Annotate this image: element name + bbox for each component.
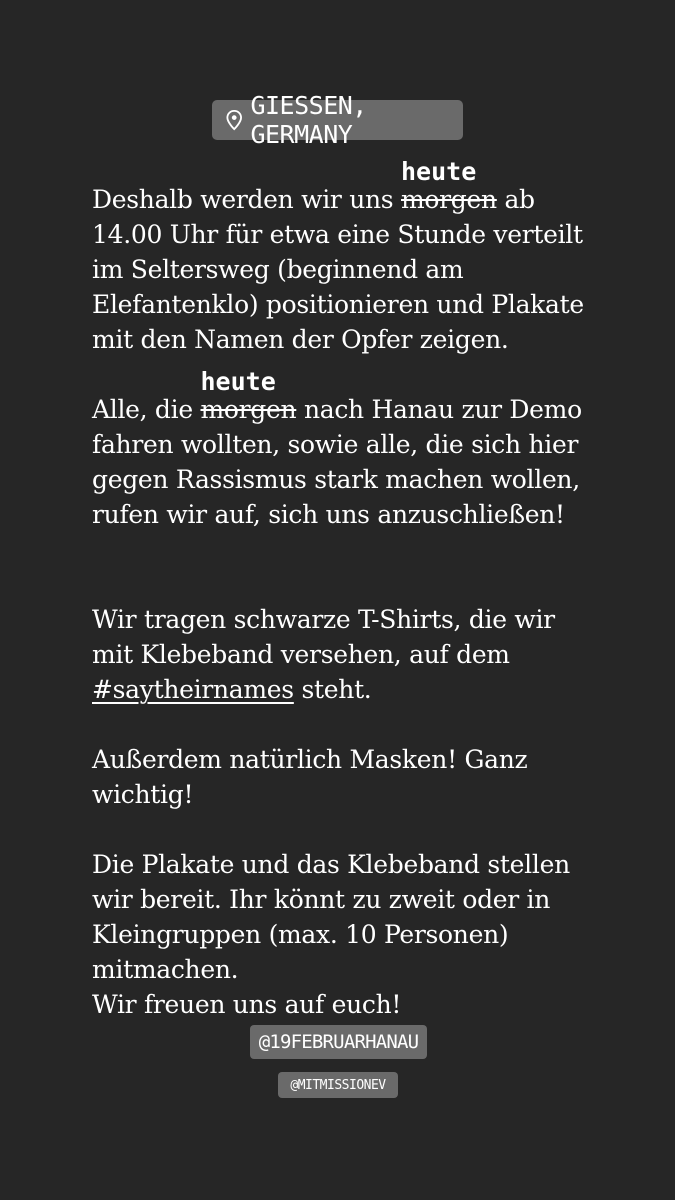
paragraph-2-start: Alle, die bbox=[92, 395, 201, 424]
text-line: rufen wir auf, sich uns anzuschließen! bbox=[92, 500, 565, 529]
replacement-word: heute bbox=[200, 367, 276, 396]
text-line: mit den Namen der Opfer zeigen. bbox=[92, 325, 509, 354]
location-sticker[interactable] bbox=[212, 91, 463, 149]
text-line: fahren wollten, sowie alle, die sich hier bbox=[92, 430, 579, 459]
text-line: Außerdem natürlich Masken! Ganz bbox=[92, 745, 528, 774]
text-line: Elefantenklo) positionieren und Plakate bbox=[92, 290, 584, 319]
text-line-end: steht. bbox=[293, 675, 372, 704]
paragraph-3 bbox=[92, 602, 612, 707]
struck-word: morgen bbox=[200, 395, 297, 424]
paragraph-1-start: Deshalb werden wir uns bbox=[92, 185, 401, 214]
text-line: Wir tragen schwarze T-Shirts, die wir bbox=[92, 605, 555, 634]
text-correction bbox=[400, 157, 497, 217]
hashtag-link[interactable]: #saytheirnames bbox=[92, 675, 294, 704]
text-line: Kleingruppen (max. 10 Personen) bbox=[92, 920, 509, 949]
struck-word: morgen bbox=[400, 185, 497, 214]
mention-sticker-mitmissionev[interactable]: @MITMISSIONEV bbox=[278, 1072, 398, 1098]
location-label: GIESSEN, GERMANY bbox=[250, 91, 367, 149]
paragraph-2 bbox=[92, 367, 612, 532]
text-line: im Seltersweg (beginnend am bbox=[92, 255, 464, 284]
text-line: wir bereit. Ihr könnt zu zweit oder in bbox=[92, 885, 551, 914]
paragraph-4 bbox=[92, 742, 612, 812]
text-correction bbox=[200, 367, 297, 427]
text-line: mit Klebeband versehen, auf dem bbox=[92, 640, 510, 669]
text-line: gegen Rassismus stark machen wollen, bbox=[92, 465, 580, 494]
mention-sticker-19februarhanau[interactable]: @19FEBRUARHANAU bbox=[250, 1025, 427, 1059]
text-line: 14.00 Uhr für etwa eine Stunde verteilt bbox=[92, 220, 583, 249]
paragraph-5 bbox=[92, 847, 612, 1022]
text-line: mitmachen. bbox=[92, 955, 239, 984]
text-line: wichtig! bbox=[92, 780, 194, 809]
paragraph-1-cont: ab bbox=[496, 185, 535, 214]
text-line: Die Plakate und das Klebeband stellen bbox=[92, 850, 570, 879]
story-text bbox=[92, 157, 612, 1022]
paragraph-2-cont: nach Hanau zur Demo bbox=[296, 395, 582, 424]
paragraph-1 bbox=[92, 157, 612, 357]
replacement-word: heute bbox=[400, 157, 477, 186]
text-line: Wir freuen uns auf euch! bbox=[92, 990, 402, 1019]
location-pin-icon bbox=[226, 109, 242, 131]
